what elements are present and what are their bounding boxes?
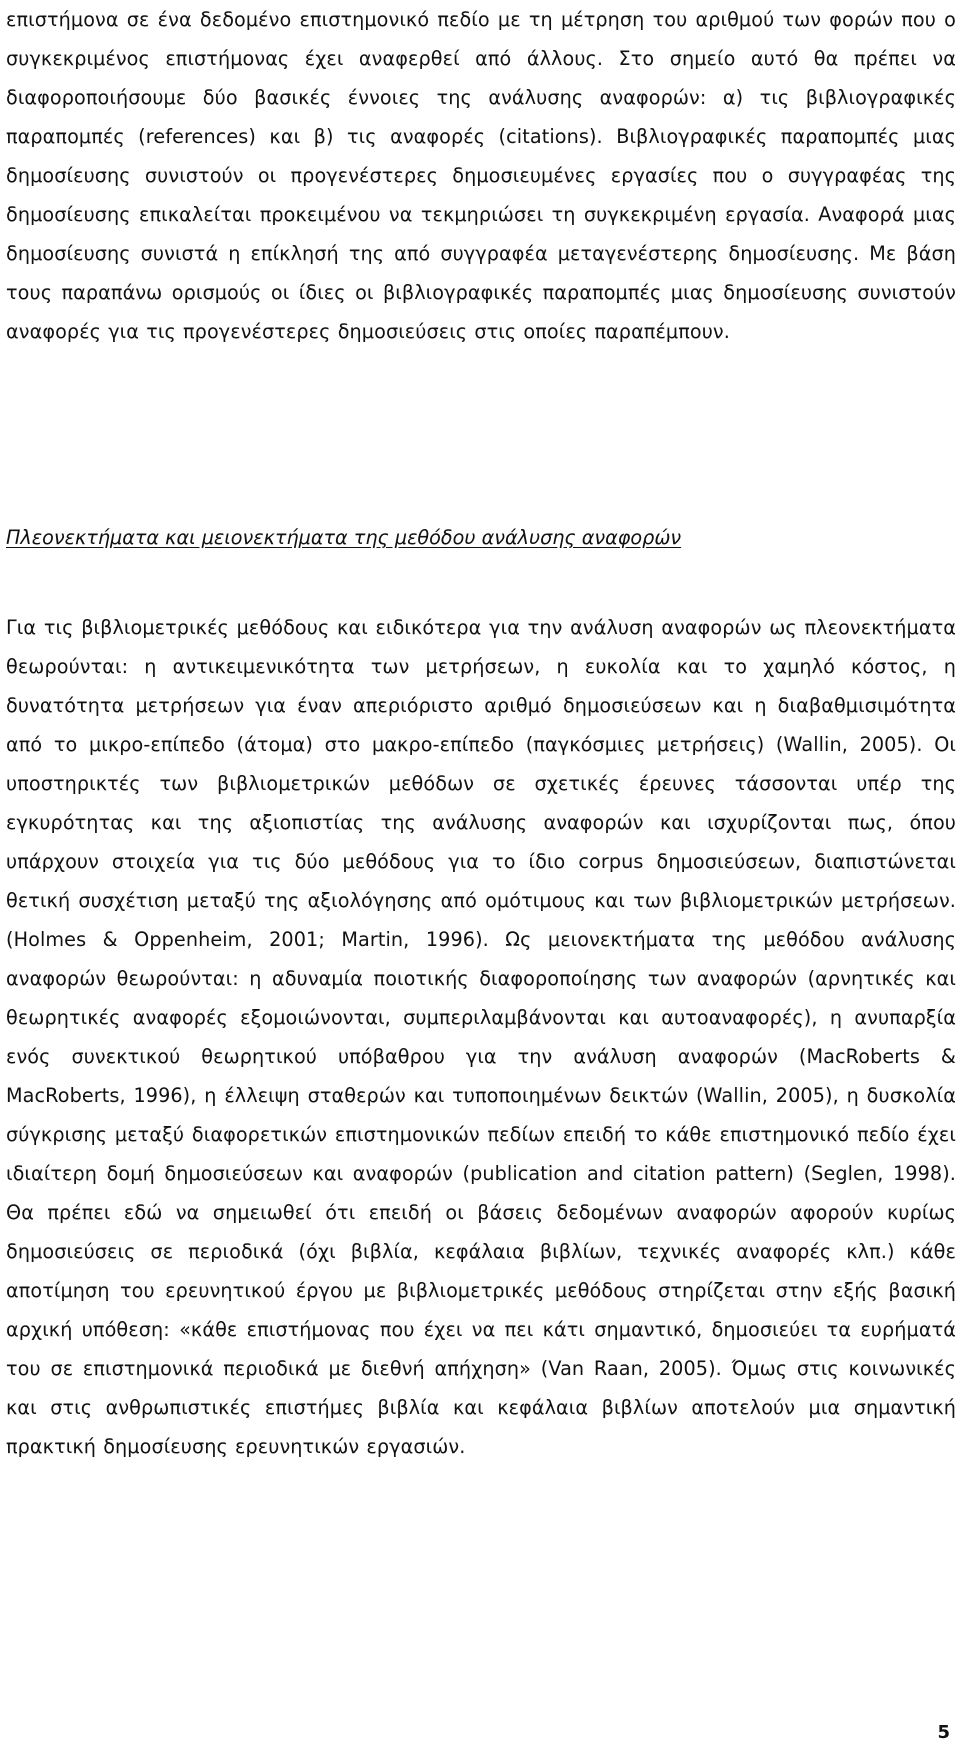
page-number: 5 — [937, 1722, 950, 1743]
body-paragraph-advantages-disadvantages: Για τις βιβλιομετρικές μεθόδους και ειδικότερα για την ανάλυση αναφορών ως πλεονεκτήματα θεωρούνται: η αντικειμενικότητα των μετρήσεων, η ευκολία και το χαμηλό κόστος, η δυνατότητα μετρήσεων για έναν απεριόριστο αριθμό δημοσιεύσεων και η διαβαθμισιμότητα από το μικρο-επίπεδο (άτομα) στο μακρο-επίπεδο (παγκόσμιες μετρήσεις) (Wallin, 2005). Οι υποστηρικτές των βιβλιομετρικών μεθόδων σε σχετικές έρευνες τάσσονται υπέρ της εγκυρότητας και της αξιοπιστίας της ανάλυσης αναφορών και ισχυρίζονται πως, όπου υπάρχουν στοιχεία για τις δύο μεθόδους για το ίδιο corpus δημοσιεύσεων, διαπιστώνεται θετική συσχέτιση μεταξύ της αξιολόγησης από ομότιμους και των βιβλιομετρικών μετρήσεων. (Holmes & Oppenheim, 2001; Martin, 1996). Ως μειονεκτήματα της μεθόδου ανάλυσης αναφορών θεωρούνται: η αδυναμία ποιοτικής διαφοροποίησης των αναφορών (αρνητικές και θεωρητικές αναφορές εξομοιώνονται, συμπεριλαμβάνονται και αυτοαναφορές), η ανυπαρξία ενός συνεκτικού θεωρητικού υπόβαθρου για την ανάλυση αναφορών (MacRoberts & MacRoberts, 1996), η έλλειψη σταθερών και τυποποιημένων δεικτών (Wallin, 2005), η δυσκολία σύγκρισης μεταξύ διαφορετικών επιστημονικών πεδίων επειδή το κάθε επιστημονικό πεδίο έχει ιδιαίτερη δομή δημοσιεύσεων και αναφορών (publication and citation pattern) (Seglen, 1998). Θα πρέπει εδώ να σημειωθεί ότι επειδή οι βάσεις δεδομένων αναφορών αφορούν κυρίως δημοσιεύσεις σε περιοδικά (όχι βιβλία, κεφάλαια βιβλίων, τεχνικές αναφορές κλπ.) κάθε αποτίμηση του ερευνητικού έργου με βιβλιομετρικές μεθόδους στηρίζεται στην εξής βασική αρχική υπόθεση: «κάθε επιστήμονας που έχει να πει κάτι σημαντικό, δημοσιεύει τα ευρήματά του σε επιστημονικά περιοδικά με διεθνή απήχηση» (Van Raan, 2005). Όμως στις κοινωνικές και στις ανθρωπιστικές επιστήμες βιβλία και κεφάλαια βιβλίων αποτελούν μια σημαντική πρακτική δημοσίευσης ερευνητικών εργασιών. — [6, 616, 956, 1458]
body-paragraph-intro: επιστήμονα σε ένα δεδομένο επιστημονικό πεδίο με τη μέτρηση του αριθμού των φορών που ο συγκεκριμένος επιστήμονας έχει αναφερθεί από άλλους. Στο σημείο αυτό θα πρέπει να διαφοροποιήσουμε δύο βασικές έννοιες της ανάλυσης αναφορών: α) τις βιβλιογραφικές παραπομπές (references) και β) τις αναφορές (citations). Βιβλιογραφικές παραπομπές μιας δημοσίευσης συνιστούν οι προγενέστερες δημοσιευμένες εργασίες που ο συγγραφέας της δημοσίευσης επικαλείται προκειμένου να τεκμηριώσει τη συγκεκριμένη εργασία. Αναφορά μιας δημοσίευσης συνιστά η επίκλησή της από συγγραφέα μεταγενέστερης δημοσίευσης. Με βάση τους παραπάνω ορισμούς οι ίδιες οι βιβλιογραφικές παραπομπές μιας δημοσίευσης συνιστούν αναφορές για τις προγενέστερες δημοσιεύσεις στις οποίες παραπέμπουν. — [6, 8, 956, 343]
section-heading: Πλεονεκτήματα και μειονεκτήματα της μεθόδου ανάλυσης αναφορών — [6, 526, 682, 549]
